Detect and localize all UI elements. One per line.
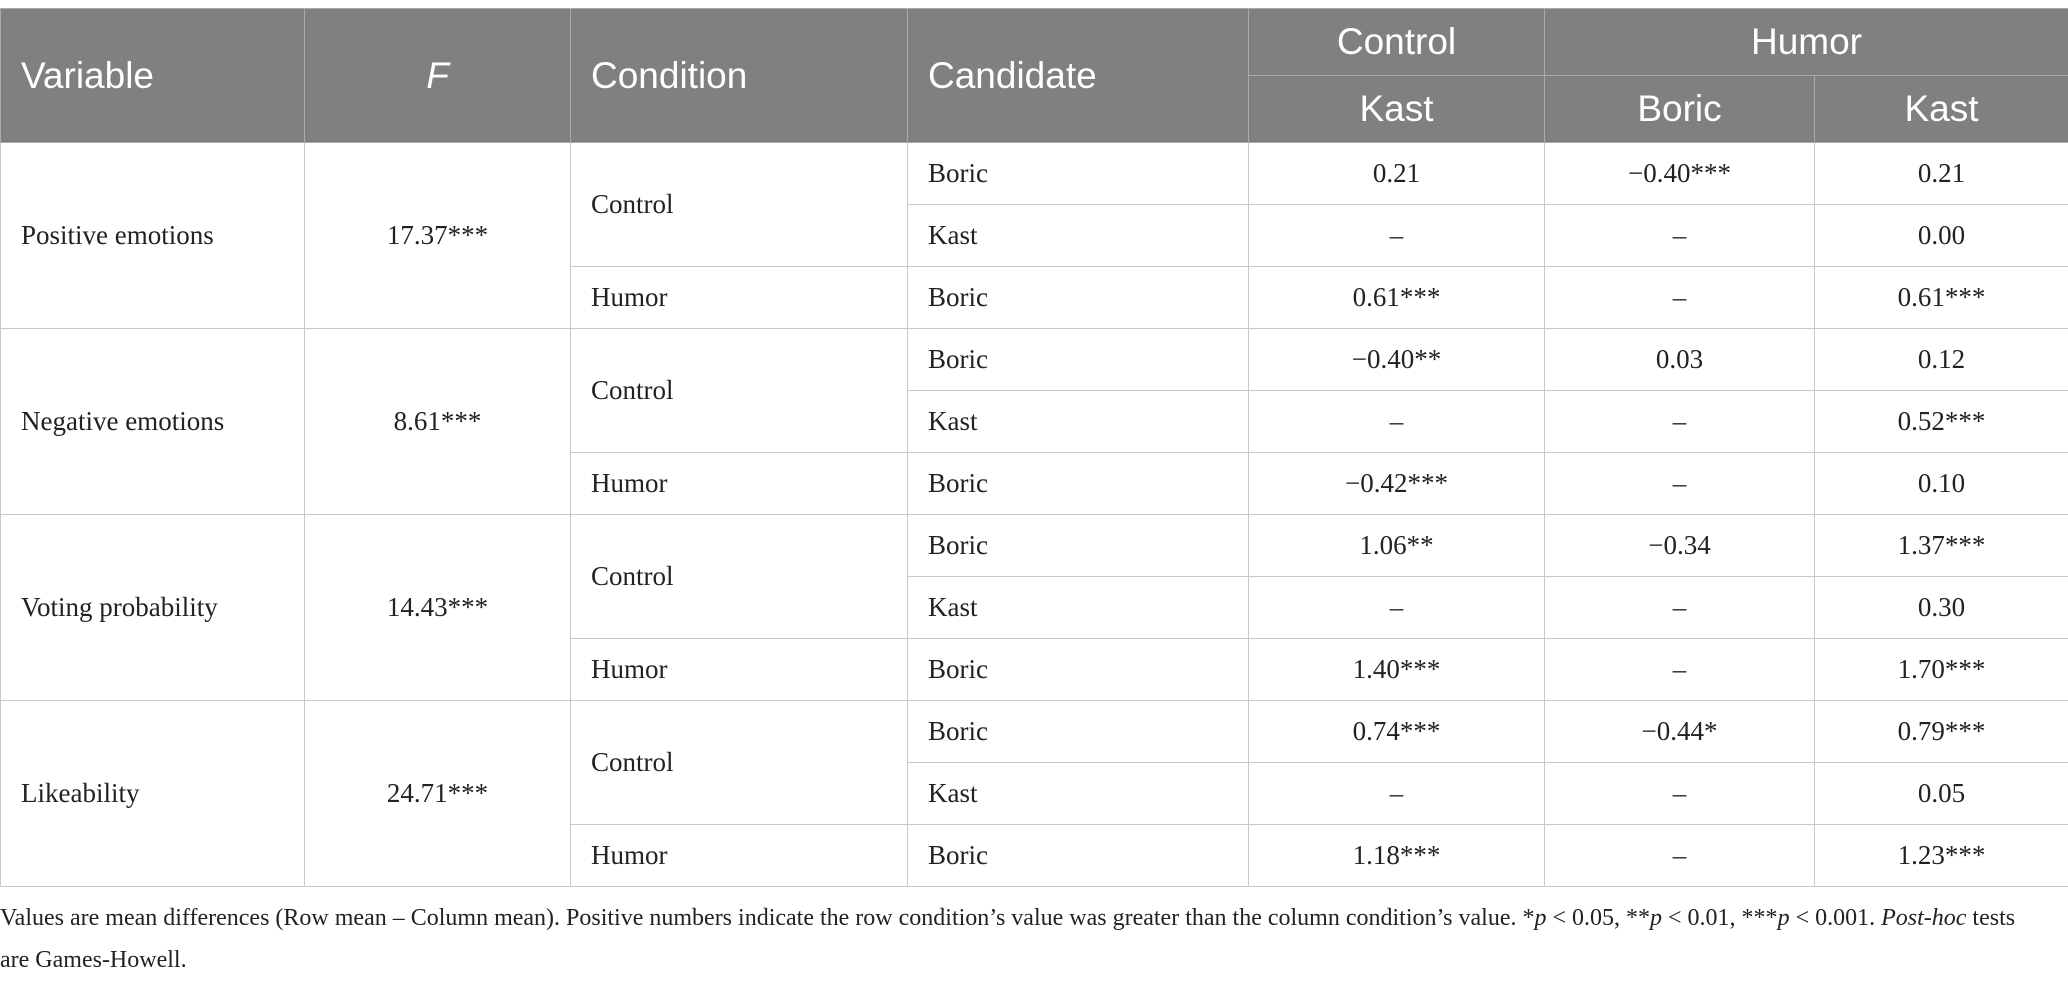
f-cell: 24.71*** bbox=[305, 701, 571, 887]
control-kast-cell: 0.21 bbox=[1249, 143, 1545, 205]
condition-cell: Humor bbox=[571, 639, 908, 701]
humor-boric-cell: −0.34 bbox=[1545, 515, 1815, 577]
header-control: Control bbox=[1249, 9, 1545, 76]
control-kast-cell: – bbox=[1249, 577, 1545, 639]
control-kast-cell: 0.74*** bbox=[1249, 701, 1545, 763]
humor-boric-cell: – bbox=[1545, 825, 1815, 887]
footnote-text: < 0.001. bbox=[1789, 905, 1882, 931]
candidate-cell: Boric bbox=[908, 825, 1249, 887]
humor-kast-cell: 0.05 bbox=[1815, 763, 2068, 825]
variable-cell: Voting probability bbox=[1, 515, 305, 701]
control-kast-cell: −0.42*** bbox=[1249, 453, 1545, 515]
footnote-p: p bbox=[1534, 905, 1547, 931]
condition-cell: Control bbox=[571, 515, 908, 639]
candidate-cell: Boric bbox=[908, 267, 1249, 329]
candidate-cell: Boric bbox=[908, 515, 1249, 577]
control-kast-cell: 1.40*** bbox=[1249, 639, 1545, 701]
variable-cell: Negative emotions bbox=[1, 329, 305, 515]
candidate-cell: Boric bbox=[908, 143, 1249, 205]
candidate-cell: Kast bbox=[908, 763, 1249, 825]
humor-boric-cell: 0.03 bbox=[1545, 329, 1815, 391]
header-condition: Condition bbox=[571, 9, 908, 143]
table-row bbox=[1, 143, 2068, 205]
humor-kast-cell: 1.23*** bbox=[1815, 825, 2068, 887]
header-candidate: Candidate bbox=[908, 9, 1249, 143]
footnote-text: Values are mean differences (Row mean – Column mean). Positive numbers indicate the row condition’s value was greater than the column condition’s value. * bbox=[0, 905, 1535, 931]
header-humor-boric: Boric bbox=[1545, 76, 1815, 143]
humor-kast-cell: 0.52*** bbox=[1815, 391, 2068, 453]
humor-kast-cell: 0.12 bbox=[1815, 329, 2068, 391]
footnote-p: p bbox=[1777, 905, 1790, 931]
candidate-cell: Kast bbox=[908, 391, 1249, 453]
condition-cell: Humor bbox=[571, 453, 908, 515]
humor-boric-cell: – bbox=[1545, 763, 1815, 825]
control-kast-cell: – bbox=[1249, 763, 1545, 825]
table-footnote bbox=[0, 897, 2040, 981]
control-kast-cell: – bbox=[1249, 391, 1545, 453]
control-kast-cell: 1.18*** bbox=[1249, 825, 1545, 887]
header-variable: Variable bbox=[1, 9, 305, 143]
control-kast-cell: 1.06** bbox=[1249, 515, 1545, 577]
condition-cell: Humor bbox=[571, 825, 908, 887]
humor-boric-cell: – bbox=[1545, 391, 1815, 453]
control-kast-cell: 0.61*** bbox=[1249, 267, 1545, 329]
humor-boric-cell: −0.44* bbox=[1545, 701, 1815, 763]
condition-cell: Control bbox=[571, 143, 908, 267]
candidate-cell: Boric bbox=[908, 701, 1249, 763]
header-control-kast: Kast bbox=[1249, 76, 1545, 143]
humor-kast-cell: 0.79*** bbox=[1815, 701, 2068, 763]
humor-kast-cell: 0.21 bbox=[1815, 143, 2068, 205]
humor-kast-cell: 1.37*** bbox=[1815, 515, 2068, 577]
humor-kast-cell: 0.10 bbox=[1815, 453, 2068, 515]
candidate-cell: Boric bbox=[908, 453, 1249, 515]
humor-kast-cell: 0.61*** bbox=[1815, 267, 2068, 329]
candidate-cell: Boric bbox=[908, 329, 1249, 391]
header-humor-kast: Kast bbox=[1815, 76, 2068, 143]
humor-kast-cell: 1.70*** bbox=[1815, 639, 2068, 701]
control-kast-cell: −0.40** bbox=[1249, 329, 1545, 391]
f-cell: 14.43*** bbox=[305, 515, 571, 701]
humor-boric-cell: – bbox=[1545, 267, 1815, 329]
f-cell: 17.37*** bbox=[305, 143, 571, 329]
footnote-text: tests are Games-Howell. bbox=[0, 905, 2016, 973]
footnote-text: < 0.01, *** bbox=[1662, 905, 1778, 931]
humor-boric-cell: −0.40*** bbox=[1545, 143, 1815, 205]
variable-cell: Likeability bbox=[1, 701, 305, 887]
results-table bbox=[0, 8, 2068, 887]
table-row bbox=[1, 515, 2068, 577]
footnote-posthoc: Post-hoc bbox=[1881, 905, 1967, 931]
candidate-cell: Kast bbox=[908, 205, 1249, 267]
header-f: F bbox=[305, 9, 571, 143]
candidate-cell: Kast bbox=[908, 577, 1249, 639]
variable-cell: Positive emotions bbox=[1, 143, 305, 329]
humor-boric-cell: – bbox=[1545, 639, 1815, 701]
humor-boric-cell: – bbox=[1545, 577, 1815, 639]
humor-boric-cell: – bbox=[1545, 453, 1815, 515]
condition-cell: Control bbox=[571, 701, 908, 825]
condition-cell: Control bbox=[571, 329, 908, 453]
table-row bbox=[1, 701, 2068, 763]
footnote-p: p bbox=[1650, 905, 1663, 931]
humor-boric-cell: – bbox=[1545, 205, 1815, 267]
header-humor: Humor bbox=[1545, 9, 2068, 76]
humor-kast-cell: 0.30 bbox=[1815, 577, 2068, 639]
table-row bbox=[1, 329, 2068, 391]
control-kast-cell: – bbox=[1249, 205, 1545, 267]
f-cell: 8.61*** bbox=[305, 329, 571, 515]
condition-cell: Humor bbox=[571, 267, 908, 329]
humor-kast-cell: 0.00 bbox=[1815, 205, 2068, 267]
footnote-text: < 0.05, ** bbox=[1546, 905, 1651, 931]
candidate-cell: Boric bbox=[908, 639, 1249, 701]
